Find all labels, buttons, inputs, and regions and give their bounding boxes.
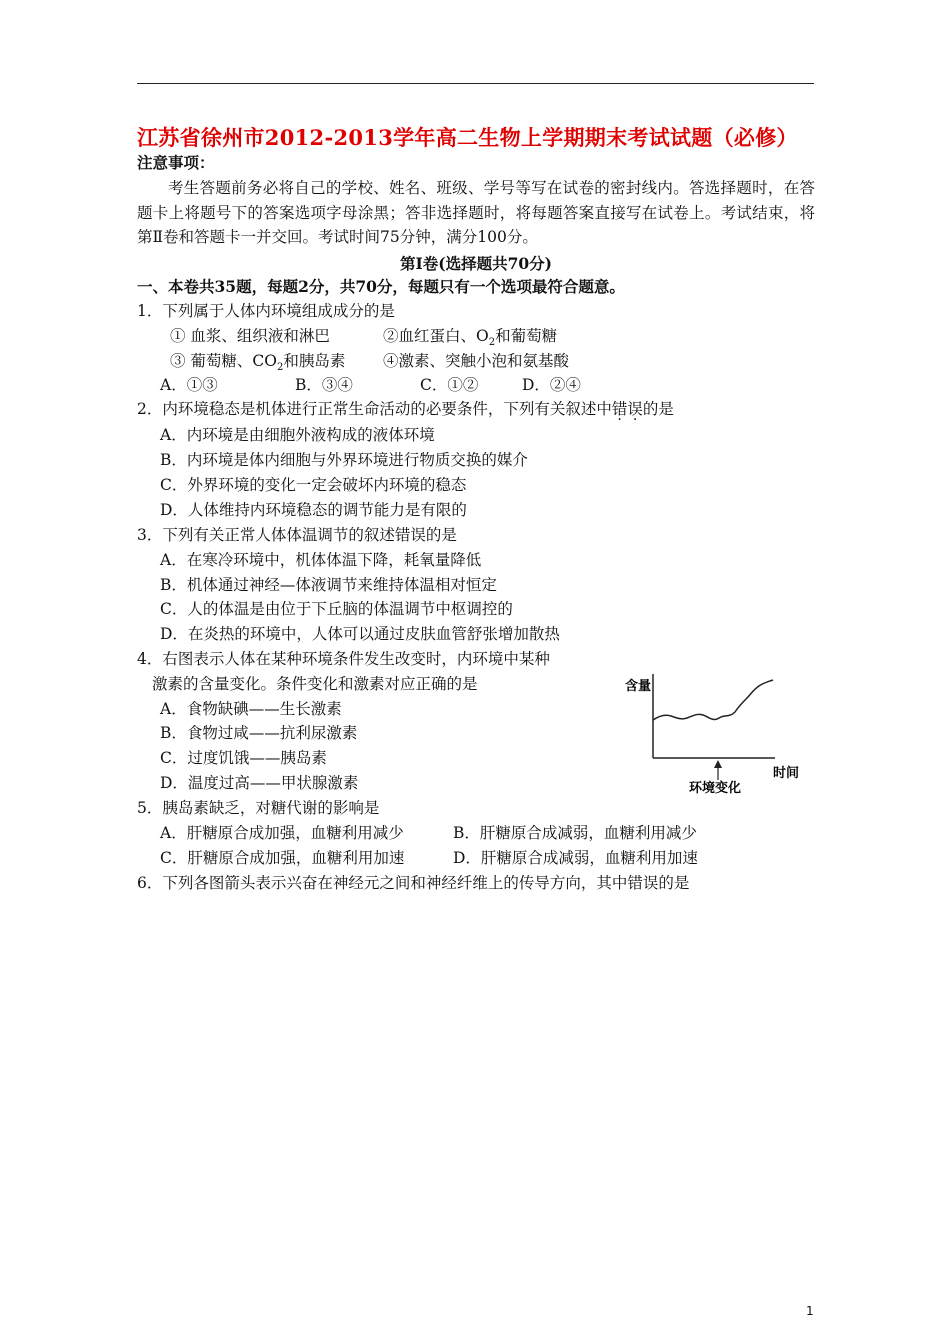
section-title: 第Ⅰ卷(选择题共70分) [400,254,552,273]
question-4-option-d: D．温度过高——甲状腺激素 [160,774,359,792]
page-title: 江苏省徐州市2012-2013学年高二生物上学期期末考试试题（必修） [137,125,798,150]
page-number: 1 [806,1304,814,1318]
question-6-stem: 6．下列各图箭头表示兴奋在神经元之间和神经纤维上的传导方向，其中错误的是 [137,874,690,892]
question-1-option-a: A．①③ [160,376,218,394]
notice-heading: 注意事项： [137,153,215,172]
question-5-option-a: A．肝糖原合成加强，血糖利用减少 [160,824,404,842]
question-1-option-d: D．②④ [522,376,581,394]
question-1-option-c: C．①② [420,376,479,394]
question-2-stem: 2．内环境稳态是机体进行正常生命活动的必要条件，下列有关叙述中错误的是 [137,400,674,418]
question-4-option-c: C．过度饥饿——胰岛素 [160,749,327,767]
section-instruction: 一、本卷共35题，每题2分，共70分，每题只有一个选项最符合题意。 [137,277,625,296]
question-4-option-a: A．食物缺碘——生长激素 [160,700,342,718]
question-3-option-c: C．人的体温是由位于下丘脑的体温调节中枢调控的 [160,600,513,618]
graph-y-label: 含量 [625,679,652,694]
graph-event-label: 环境变化 [689,781,742,796]
question-2-option-c: C．外界环境的变化一定会破坏内环境的稳态 [160,476,467,494]
question-1-item-4: ④激素、突触小泡和氨基酸 [383,352,570,370]
question-2-option-d: D．人体维持内环境稳态的调节能力是有限的 [160,501,467,519]
question-3-stem: 3．下列有关正常人体体温调节的叙述错误的是 [137,526,457,544]
question-3-option-a: A．在寒冷环境中，机体体温下降，耗氧量降低 [160,551,482,569]
question-5-option-c: C．肝糖原合成加强，血糖利用加速 [160,849,405,867]
question-5-stem: 5．胰岛素缺乏，对糖代谢的影响是 [137,799,380,817]
question-1-item-3: ③ 葡萄糖、$CO_2$和胰岛素 [170,352,346,374]
question-4-stem-line-1: 4．右图表示人体在某种环境条件发生改变时，内环境中某种 [137,650,550,668]
graph-curve [653,680,773,720]
question-1-item-1: ① 血浆、组织液和淋巴 [170,327,330,345]
question-5-option-d: D．肝糖原合成减弱，血糖利用加速 [453,849,698,867]
question-3-option-d: D．在炎热的环境中，人体可以通过皮肤血管舒张增加散热 [160,625,560,643]
question-1-item-2: ②血红蛋白、$O_2$和葡萄糖 [383,327,558,349]
question-1-stem: 1．下列属于人体内环境组成成分的是 [137,302,395,320]
question-2-option-b: B．内环境是体内细胞与外界环境进行物质交换的媒介 [160,451,528,469]
hormone-level-graph [625,668,810,798]
notice-body: 考生答题前务必将自己的学校、姓名、班级、学号等写在试卷的密封线内。答选择题时，在答题卡上将题号下的答案选项字母涂黑；答非选择题时，将每题答案直接写在试卷上。考试结束，将第Ⅱ卷和答题卡一并交回。考试时间75分钟，满分100分。 [137,179,815,246]
question-4-stem-line-2: 激素的含量变化。条件变化和激素对应正确的是 [152,675,478,693]
question-2-option-a: A．内环境是由细胞外液构成的液体环境 [160,426,435,444]
graph-x-label: 时间 [773,766,800,781]
question-5-option-b: B．肝糖原合成减弱，血糖利用减少 [453,824,697,842]
question-1-option-b: B．③④ [295,376,353,394]
graph-event-arrowhead [714,760,722,768]
question-4-option-b: B．食物过咸——抗利尿激素 [160,724,358,742]
header-rule [137,83,814,84]
question-3-option-b: B．机体通过神经—体液调节来维持体温相对恒定 [160,576,497,594]
